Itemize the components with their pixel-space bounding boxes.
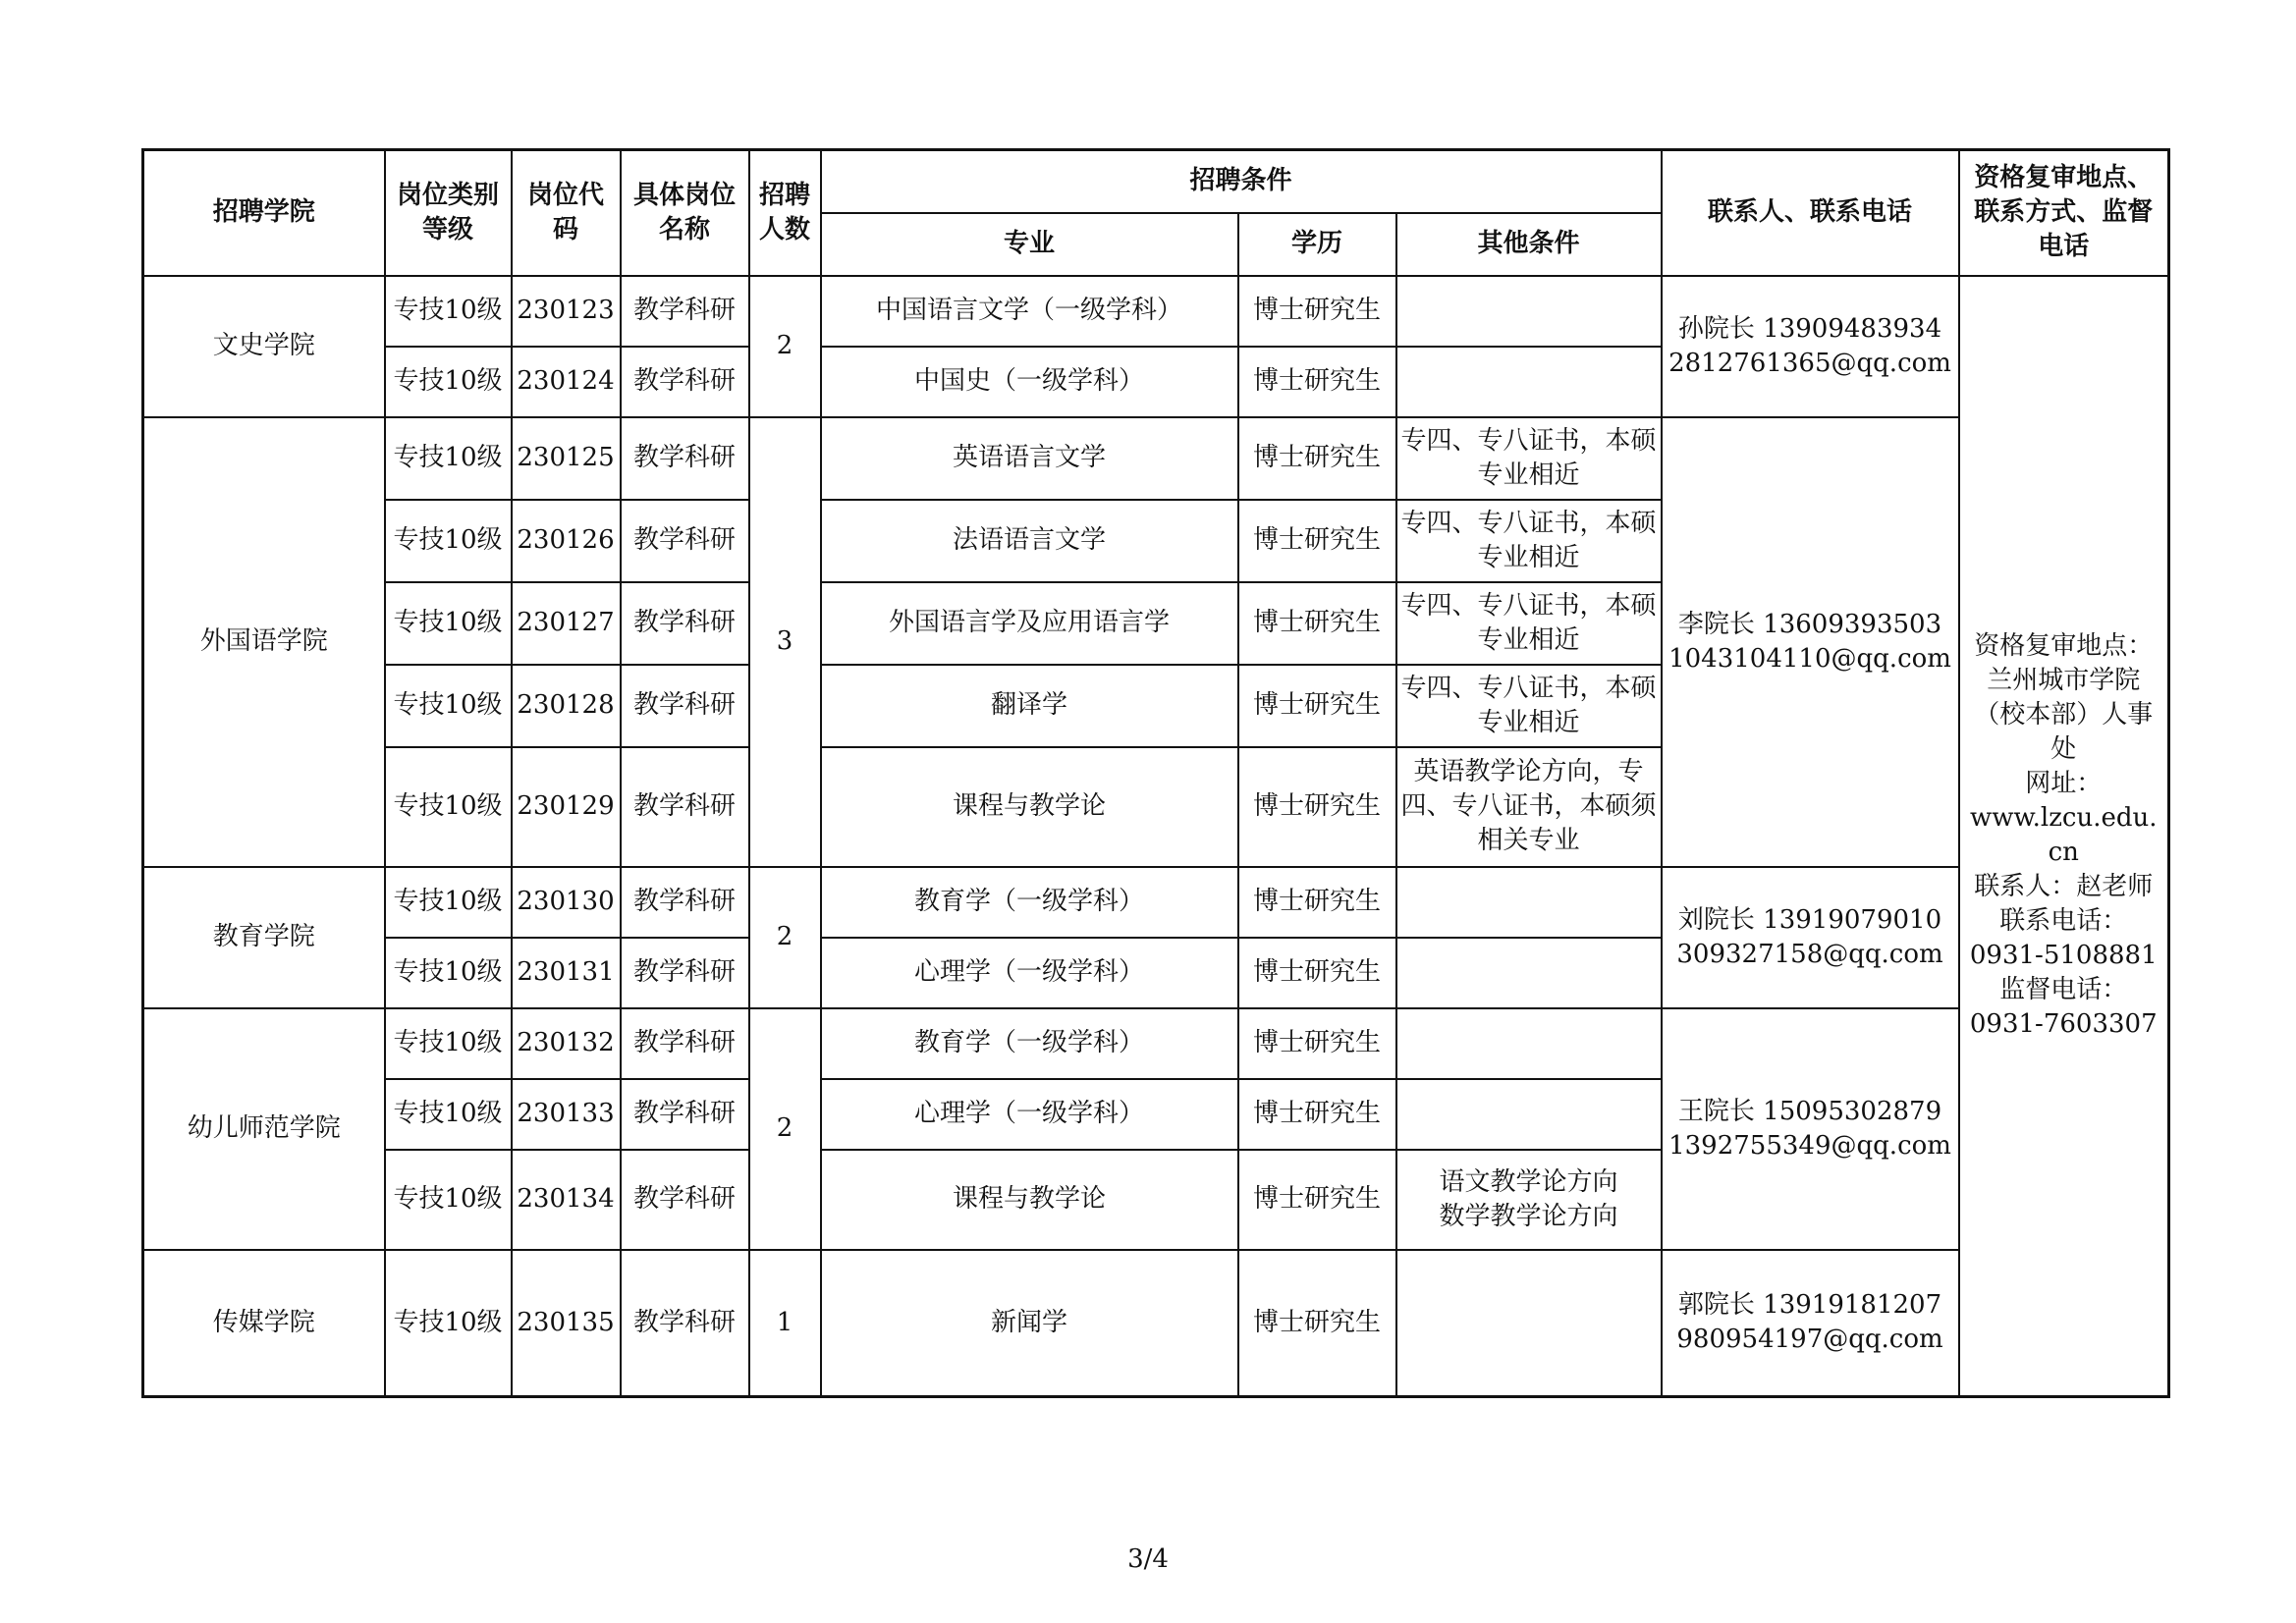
- position-cell: 教学科研: [621, 500, 749, 582]
- major-cell: 新闻学: [821, 1250, 1238, 1397]
- header-conditions: 招聘条件: [821, 150, 1662, 213]
- header-review: 资格复审地点、联系方式、监督电话: [1959, 150, 2169, 276]
- degree-cell: 博士研究生: [1238, 1150, 1396, 1250]
- degree-cell: 博士研究生: [1238, 276, 1396, 347]
- category-cell: 专技10级: [385, 1150, 512, 1250]
- review-info-line: （校本部）人事处: [1974, 700, 2154, 765]
- contact-name: 王院长 15095302879: [1677, 1096, 1942, 1126]
- degree-cell: 博士研究生: [1238, 665, 1396, 747]
- review-info-line: 0931-5108881: [1969, 941, 2158, 971]
- position-cell: 教学科研: [621, 1079, 749, 1150]
- recruitment-table: [141, 148, 2170, 1398]
- contact-cell: [1662, 417, 1959, 867]
- header-code: 岗位代码: [512, 150, 621, 276]
- code-cell: 230123: [512, 276, 621, 347]
- count-cell: 2: [749, 276, 821, 417]
- contact-email: 309327158@qq.com: [1676, 939, 1943, 969]
- other-cell: 专四、专八证书，本硕专业相近: [1396, 665, 1662, 747]
- other-cell: [1396, 276, 1662, 347]
- contact-cell: [1662, 867, 1959, 1008]
- position-cell: 教学科研: [621, 867, 749, 938]
- page-number: 3/4: [1127, 1544, 1169, 1574]
- other-cell: 专四、专八证书，本硕专业相近: [1396, 582, 1662, 665]
- degree-cell: 博士研究生: [1238, 1008, 1396, 1079]
- position-cell: 教学科研: [621, 347, 749, 417]
- category-cell: 专技10级: [385, 417, 512, 500]
- degree-cell: 博士研究生: [1238, 417, 1396, 500]
- review-info-line: 监督电话：: [1999, 975, 2128, 1005]
- review-info-line: 0931-7603307: [1969, 1009, 2158, 1040]
- header-college: 招聘学院: [143, 150, 385, 276]
- position-cell: 教学科研: [621, 665, 749, 747]
- contact-email: 2812761365@qq.com: [1668, 348, 1951, 378]
- code-cell: 230125: [512, 417, 621, 500]
- category-cell: 专技10级: [385, 1079, 512, 1150]
- category-cell: 专技10级: [385, 1008, 512, 1079]
- header-contact: 联系人、联系电话: [1662, 150, 1959, 276]
- position-cell: 教学科研: [621, 938, 749, 1008]
- code-cell: 230133: [512, 1079, 621, 1150]
- code-cell: 230128: [512, 665, 621, 747]
- position-cell: 教学科研: [621, 1250, 749, 1397]
- other-cell: [1396, 938, 1662, 1008]
- college-cell: 文史学院: [143, 276, 385, 417]
- contact-name: 刘院长 13919079010: [1677, 904, 1942, 935]
- other-cell: 专四、专八证书，本硕专业相近: [1396, 500, 1662, 582]
- category-cell: 专技10级: [385, 500, 512, 582]
- header-other: 其他条件: [1396, 213, 1662, 276]
- table-row: [143, 867, 2169, 938]
- review-info-cell: [1959, 276, 2169, 1397]
- major-cell: 课程与教学论: [821, 747, 1238, 867]
- review-info-line: 联系电话：: [1999, 906, 2128, 937]
- major-cell: 中国史（一级学科）: [821, 347, 1238, 417]
- other-cell: [1396, 1079, 1662, 1150]
- major-cell: 法语语言文学: [821, 500, 1238, 582]
- position-cell: 教学科研: [621, 1150, 749, 1250]
- degree-cell: 博士研究生: [1238, 938, 1396, 1008]
- major-cell: 心理学（一级学科）: [821, 938, 1238, 1008]
- college-cell: 传媒学院: [143, 1250, 385, 1397]
- degree-cell: 博士研究生: [1238, 347, 1396, 417]
- major-cell: 课程与教学论: [821, 1150, 1238, 1250]
- count-cell: 3: [749, 417, 821, 867]
- college-cell: 外国语学院: [143, 417, 385, 867]
- code-cell: 230131: [512, 938, 621, 1008]
- college-cell: 教育学院: [143, 867, 385, 1008]
- header-count: 招聘人数: [749, 150, 821, 276]
- review-info-line: www.lzcu.edu.cn: [1969, 803, 2158, 868]
- category-cell: 专技10级: [385, 747, 512, 867]
- table-row: [143, 417, 2169, 500]
- table-row: [143, 276, 2169, 347]
- contact-email: 1043104110@qq.com: [1668, 643, 1951, 674]
- position-cell: 教学科研: [621, 417, 749, 500]
- position-cell: 教学科研: [621, 276, 749, 347]
- code-cell: 230126: [512, 500, 621, 582]
- code-cell: 230124: [512, 347, 621, 417]
- header-major: 专业: [821, 213, 1238, 276]
- review-info-line: 网址：: [2025, 769, 2103, 799]
- table-row: [143, 1008, 2169, 1079]
- header-category: 岗位类别等级: [385, 150, 512, 276]
- header-position: 具体岗位名称: [621, 150, 749, 276]
- major-cell: 翻译学: [821, 665, 1238, 747]
- other-cell: 英语教学论方向，专四、专八证书，本硕须相关专业: [1396, 747, 1662, 867]
- contact-email: 980954197@qq.com: [1676, 1325, 1943, 1355]
- code-cell: 230129: [512, 747, 621, 867]
- college-cell: 幼儿师范学院: [143, 1008, 385, 1250]
- review-info-line: 兰州城市学院: [1987, 666, 2141, 696]
- major-cell: 英语语言文学: [821, 417, 1238, 500]
- code-cell: 230134: [512, 1150, 621, 1250]
- degree-cell: 博士研究生: [1238, 1250, 1396, 1397]
- major-cell: 教育学（一级学科）: [821, 1008, 1238, 1079]
- table-row: [143, 1250, 2169, 1397]
- other-cell: [1396, 1250, 1662, 1397]
- contact-cell: [1662, 1008, 1959, 1250]
- contact-name: 郭院长 13919181207: [1677, 1290, 1942, 1321]
- major-cell: 中国语言文学（一级学科）: [821, 276, 1238, 347]
- header-degree: 学历: [1238, 213, 1396, 276]
- degree-cell: 博士研究生: [1238, 1079, 1396, 1150]
- category-cell: 专技10级: [385, 1250, 512, 1397]
- other-cell: 专四、专八证书，本硕专业相近: [1396, 417, 1662, 500]
- contact-email: 1392755349@qq.com: [1668, 1130, 1951, 1161]
- major-cell: 教育学（一级学科）: [821, 867, 1238, 938]
- review-info-line: 资格复审地点：: [1974, 631, 2154, 662]
- major-cell: 心理学（一级学科）: [821, 1079, 1238, 1150]
- category-cell: 专技10级: [385, 867, 512, 938]
- other-cell: [1396, 1008, 1662, 1079]
- contact-cell: [1662, 1250, 1959, 1397]
- category-cell: 专技10级: [385, 276, 512, 347]
- count-cell: 1: [749, 1250, 821, 1397]
- contact-cell: [1662, 276, 1959, 417]
- review-info-line: 联系人：赵老师: [1974, 872, 2154, 902]
- count-cell: 2: [749, 1008, 821, 1250]
- table-body: [143, 276, 2169, 1397]
- other-cell: [1396, 867, 1662, 938]
- code-cell: 230135: [512, 1250, 621, 1397]
- position-cell: 教学科研: [621, 582, 749, 665]
- position-cell: 教学科研: [621, 1008, 749, 1079]
- degree-cell: 博士研究生: [1238, 582, 1396, 665]
- category-cell: 专技10级: [385, 582, 512, 665]
- category-cell: 专技10级: [385, 938, 512, 1008]
- position-cell: 教学科研: [621, 747, 749, 867]
- category-cell: 专技10级: [385, 347, 512, 417]
- major-cell: 外国语言学及应用语言学: [821, 582, 1238, 665]
- degree-cell: 博士研究生: [1238, 867, 1396, 938]
- contact-name: 李院长 13609393503: [1677, 609, 1942, 639]
- code-cell: 230130: [512, 867, 621, 938]
- degree-cell: 博士研究生: [1238, 747, 1396, 867]
- other-cell: [1396, 347, 1662, 417]
- code-cell: 230132: [512, 1008, 621, 1079]
- degree-cell: 博士研究生: [1238, 500, 1396, 582]
- contact-name: 孙院长 13909483934: [1677, 313, 1942, 344]
- category-cell: 专技10级: [385, 665, 512, 747]
- count-cell: 2: [749, 867, 821, 1008]
- code-cell: 230127: [512, 582, 621, 665]
- other-cell: 语文教学论方向 数学教学论方向: [1396, 1150, 1662, 1250]
